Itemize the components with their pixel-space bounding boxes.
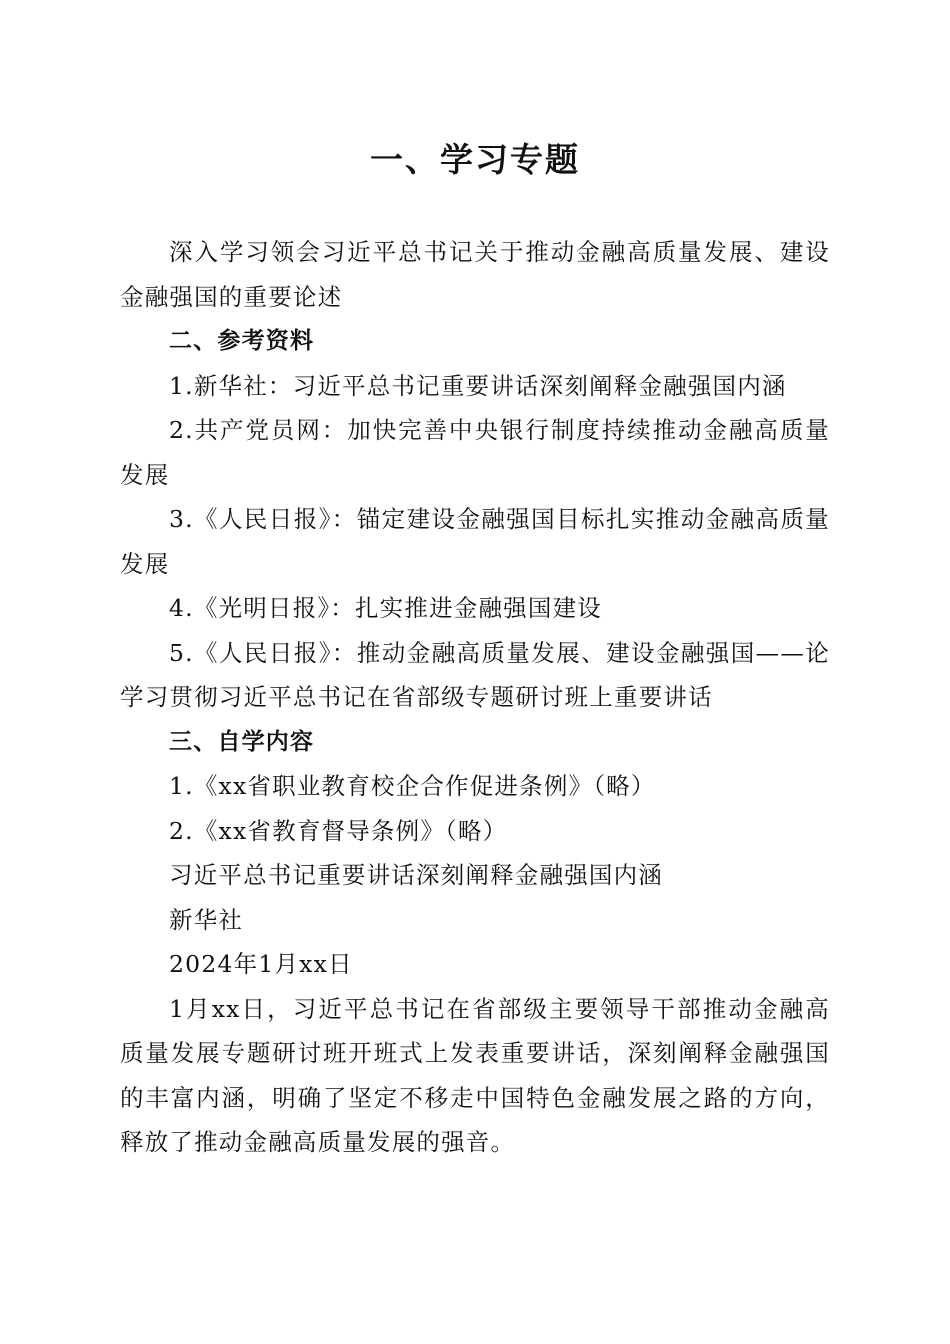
section-heading-self-study: 三、自学内容 [169, 728, 315, 755]
document-body [120, 230, 830, 1165]
reference-item: 3.《人民日报》：锚定建设金融强国目标扎实推动金融高质量发展 [120, 505, 830, 578]
article-date: 2024年1月xx日 [169, 950, 353, 978]
topic-paragraph: 深入学习领会习近平总书记关于推动金融高质量发展、建设金融强国的重要论述 [120, 238, 830, 311]
reference-item: 5.《人民日报》：推动金融高质量发展、建设金融强国——论学习贯彻习近平总书记在省部级专题研讨班上重要讲话 [120, 638, 830, 711]
reference-item: 4.《光明日报》：扎实推进金融强国建设 [169, 594, 602, 622]
article-source: 新华社 [169, 905, 244, 934]
self-study-item: 1.《xx省职业教育校企合作促进条例》（略） [169, 772, 656, 800]
reference-item: 2.共产党员网：加快完善中央银行制度持续推动金融高质量发展 [120, 416, 830, 489]
reference-item: 1.新华社：习近平总书记重要讲话深刻阐释金融强国内涵 [169, 371, 787, 400]
article-headline: 习近平总书记重要讲话深刻阐释金融强国内涵 [169, 861, 663, 889]
self-study-item: 2.《xx省教育督导条例》（略） [169, 816, 508, 845]
article-paragraph: 1月xx日，习近平总书记在省部级主要领导干部推动金融高质量发展专题研讨班开班式上发表重要讲话，深刻阐释金融强国的丰富内涵，明确了坚定不移走中国特色金融发展之路的方向，释放了推动金融高质量发展的强音。 [120, 994, 830, 1156]
section-heading-references: 二、参考资料 [169, 328, 315, 354]
document-title: 一、学习专题 [370, 140, 580, 179]
